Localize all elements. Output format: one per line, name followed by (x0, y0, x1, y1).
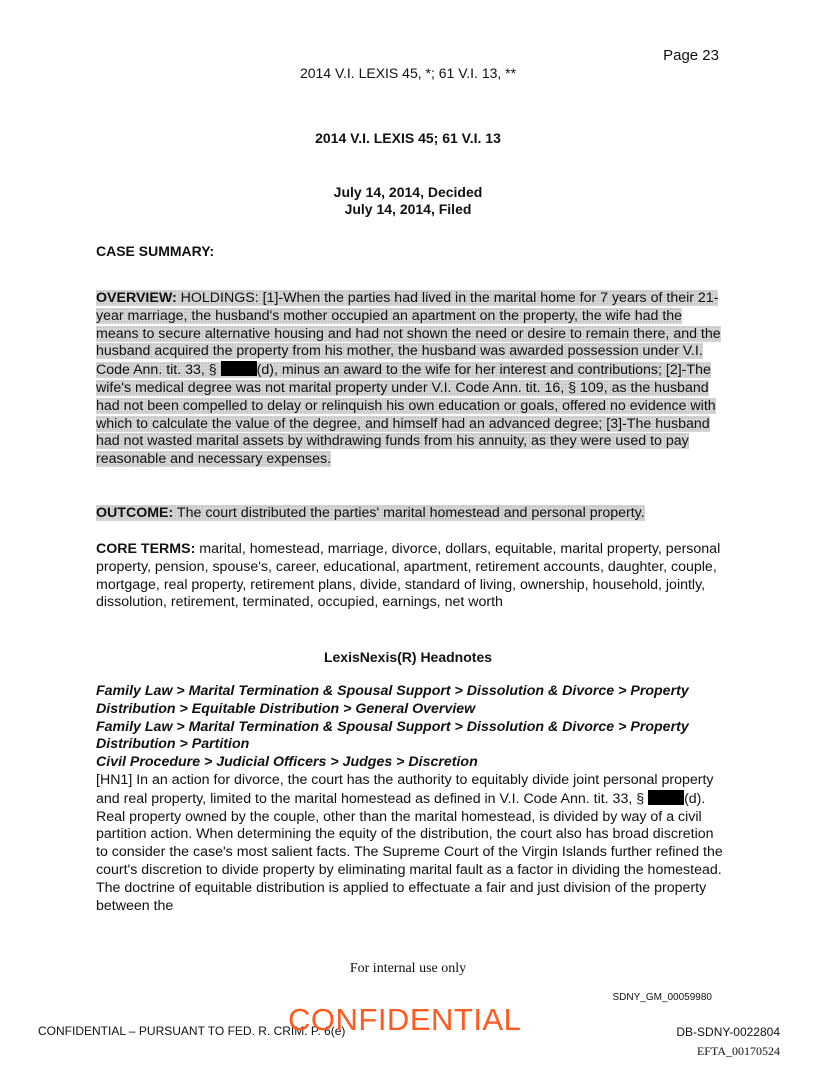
page-number: Page 23 (663, 47, 719, 64)
redaction-box (648, 790, 684, 805)
overview-text-2: (d), minus an award to the wife for her interest and contributions; [2]-The wife's medical degree was not marital property under V.I. Code Ann. tit. 16, § 109, as the husband had not been compelled to delay or relinquish his own education or goals, offered no evidence with which to calculate the value of the degree, and himself had an advanced degree; [3]-The husband had not wasted marital assets by withdrawing funds from his annuity, as they were used to pay reasonable and necessary expenses. (96, 362, 716, 468)
overview-label: OVERVIEW: (96, 290, 177, 306)
outcome-label: OUTCOME: (96, 505, 174, 521)
core-terms-text: marital, homestead, marriage, divorce, dollars, equitable, marital property, personal property, pension, spouse's, career, educational, apartment, retirement accounts, daughter, couple, mortgage, real property, retirement plans, divide, standard of living, ownership, household, jointly, dissolution, retirement, terminated, occupied, earnings, net worth (96, 541, 721, 611)
core-terms-paragraph (96, 541, 728, 612)
hn1-text-2: (d). Real property owned by the couple, other than the marital homestead, is divided by way of a civil partition action. When determining the equity of the distribution, the court also has broad discretion to consider the case's most salient facts. The Supreme Court of the Virgin Islands further refined the court's discretion to divide property by eliminating marital fault as a factor in dividing the homestead. The doctrine of equitable distribution is applied to effectuate a fair and just division of the property between the (96, 790, 723, 914)
hn1-text-1: [HN1] In an action for divorce, the court has the authority to equitably divide joint personal property and real property, limited to the marital homestead as defined in V.I. Code Ann. tit. 33, § (96, 771, 714, 807)
outcome-text: The court distributed the parties' marital homestead and personal property. (173, 505, 645, 521)
headnote-path-2: Family Law > Marital Termination & Spousal Support > Dissolution & Divorce > Property Distribution > Partition (96, 718, 689, 753)
case-citation: 2014 V.I. LEXIS 45; 61 V.I. 13 (315, 130, 501, 146)
running-citation: 2014 V.I. LEXIS 45, *; 61 V.I. 13, ** (299, 65, 517, 81)
confidential-notice: CONFIDENTIAL – PURSUANT TO FED. R. CRIM. P. 6(e) (38, 1024, 346, 1038)
overview-text-1: HOLDINGS: [1]-When the parties had lived in the marital home for 7 years of their 21-year marriage, the husband's mother occupied an apartment on the property, the wife had the means to secure alternative housing and had not shown the need or desire to remain there, and the husband acquired the property from his mother, the husband was awarded possession under V.I. Code Ann. tit. 33, § (96, 290, 721, 379)
decided-date: July 14, 2014, Decided (333, 184, 483, 200)
internal-use-footer: For internal use only (349, 961, 467, 976)
headnotes-title: LexisNexis(R) Headnotes (323, 649, 493, 665)
confidential-stamp: CONFIDENTIAL (288, 1002, 522, 1037)
redaction-box (221, 361, 257, 376)
headnote-path-1: Family Law > Marital Termination & Spousal Support > Dissolution & Divorce > Property Distribution > Equitable Distribution > General Overview (96, 683, 689, 717)
headnote-hn1 (96, 772, 728, 915)
overview-paragraph (96, 290, 728, 469)
core-terms-label: CORE TERMS: (96, 541, 196, 557)
headnotes-block (96, 683, 728, 915)
efta-number: EFTA_00170524 (696, 1044, 780, 1058)
case-summary-heading: CASE SUMMARY: (96, 243, 215, 259)
case-dates (0, 184, 816, 218)
filed-date: July 14, 2014, Filed (344, 201, 472, 217)
headnote-path-3: Civil Procedure > Judicial Officers > Judges > Discretion (96, 754, 478, 771)
outcome-paragraph (96, 505, 728, 523)
bates-db: DB-SDNY-0022804 (676, 1025, 780, 1039)
bates-gm: SDNY_GM_00059980 (612, 992, 712, 1003)
